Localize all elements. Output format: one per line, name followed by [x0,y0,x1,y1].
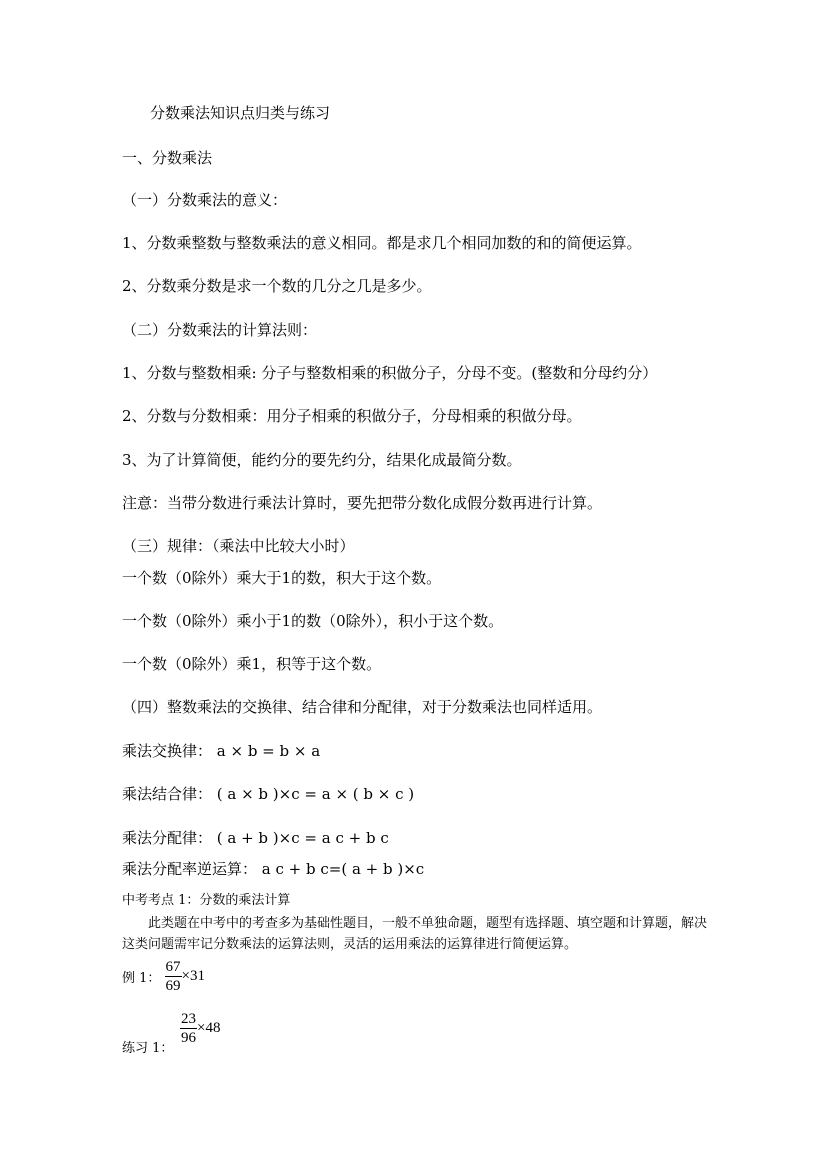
formula-line: 乘法交换律： a × b = b × a [122,742,321,760]
multiplier: ×48 [197,1020,221,1036]
example-label: 例 1： [122,971,161,986]
page-title: 分数乘法知识点归类与练习 [150,104,331,122]
multiplier: ×31 [181,968,206,984]
subsection-heading: （二）分数乘法的计算法则： [122,321,318,339]
exam-point-heading: 中考考点 1：分数的乘法计算 [122,893,291,908]
example-1 [122,958,205,995]
formula-line: 乘法结合律： ( a × b )×c = a × ( b × c ) [122,785,415,803]
text-line: 一个数（0除外）乘小于1的数（0除外），积小于这个数。 [122,612,504,630]
text-line: 一个数（0除外）乘大于1的数，积大于这个数。 [122,569,442,587]
text-line: 2、分数乘分数是求一个数的几分之几是多少。 [122,277,432,295]
fraction [180,1010,197,1047]
denominator: 69 [165,978,181,994]
text-line: 1、分数乘整数与整数乘法的意义相同。都是求几个相同加数的和的简便运算。 [122,234,642,252]
subsection-heading: （一）分数乘法的意义： [122,191,288,209]
text-line: 2、分数与分数相乘：用分子相乘的积做分子，分母相乘的积做分母。 [122,407,582,425]
numerator: 23 [181,1011,196,1027]
text-line: 1、分数与整数相乘: 分子与整数相乘的积做分子，分母不变。(整数和分母约分） [122,364,658,382]
formula-line: 乘法分配率逆运算： a c + b c=( a + b )×c [122,860,425,878]
practice-1-expression [180,1010,220,1047]
practice-label: 练习 1： [122,1041,174,1056]
section-heading: 一、分数乘法 [122,149,213,167]
text-line: 3、为了计算简便，能约分的要先约分，结果化成最简分数。 [122,451,522,469]
fraction [165,958,182,995]
denominator: 96 [181,1030,196,1046]
numerator: 67 [165,959,181,975]
subsection-heading: （四）整数乘法的交换律、结合律和分配律，对于分数乘法也同样适用。 [122,698,603,716]
note-line: 注意：当带分数进行乘法计算时，要先把带分数化成假分数再进行计算。 [122,494,603,512]
formula-line: 乘法分配律： ( a + b )×c = a c + b c [122,829,389,847]
exam-description: 此类题在中考中的考查多为基础性题目，一般不单独命题，题型有选择题、填空题和计算题，解决这类问题需牢记分数乘法的运算法则，灵活的运用乘法的运算律进行简便运算。 [122,916,708,952]
text-line: 一个数（0除外）乘1，积等于这个数。 [122,655,382,673]
subsection-heading: （三）规律：（乘法中比较大小时） [122,537,355,555]
